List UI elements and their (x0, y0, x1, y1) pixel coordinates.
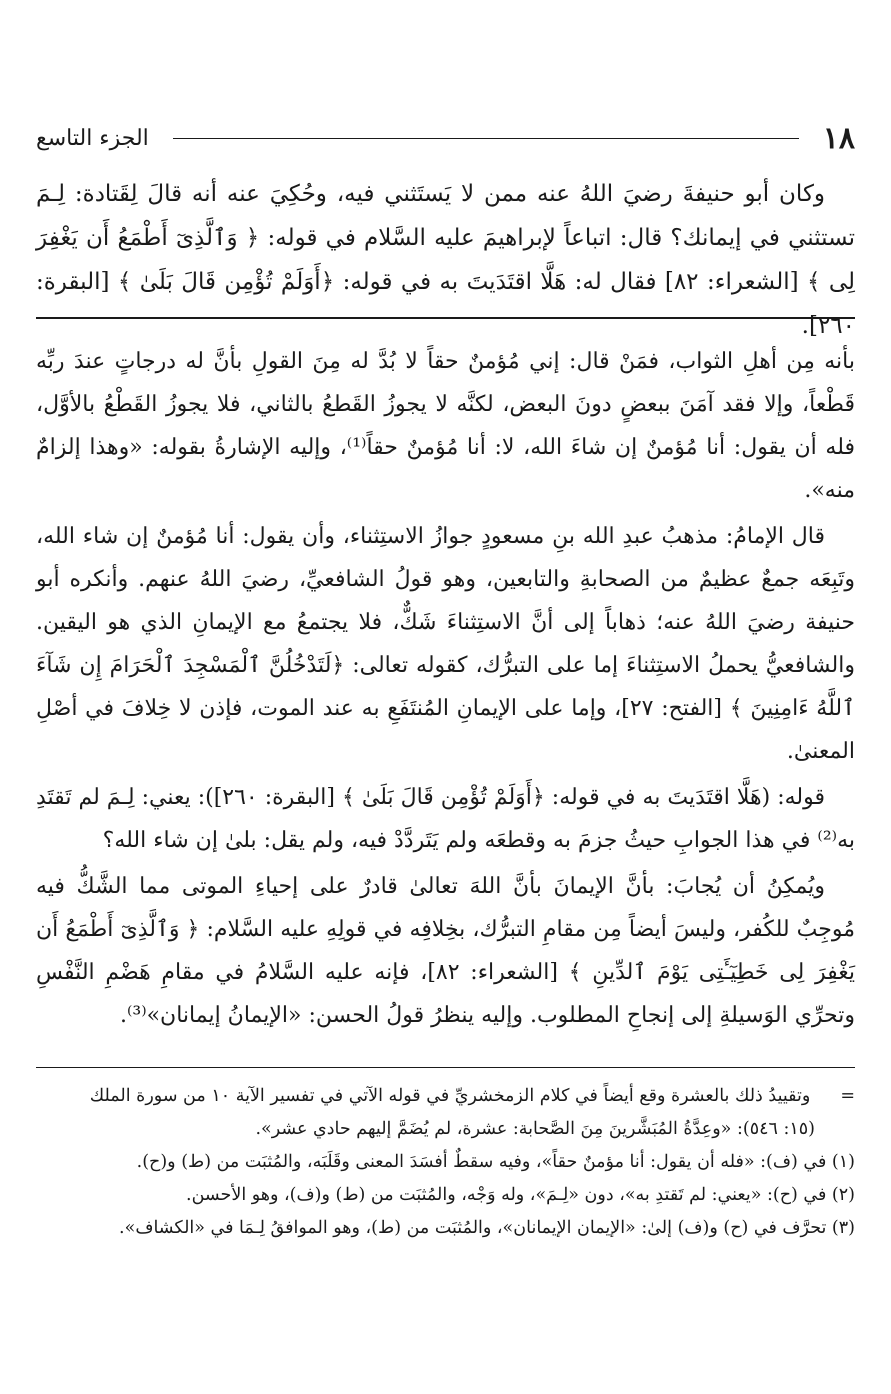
header-rule (173, 138, 799, 139)
footnote-separator (36, 1067, 855, 1068)
footnote-continuation-line: (١٥: ٥٤٦): «وعِدَّةُ المُبَشَّرينَ مِنَ الصَّحابة: عشرة، لم يُضَمَّ إليهم حادي عشر». (255, 1119, 815, 1139)
section-separator (36, 317, 855, 319)
page-header (36, 118, 855, 158)
commentary-text (36, 340, 855, 1040)
page-number: ١٨ (822, 120, 855, 156)
continuation-marker: = (840, 1086, 855, 1106)
main-text (36, 172, 855, 348)
commentary-paragraph: بأنه مِن أهلِ الثواب، فمَنْ قال: إني مُؤمنٌ حقاً لا بُدَّ له مِنَ القولِ بأنَّ له درجاتٍ عندَ ربِّه قَطْعاً، وإلا فقد آمَنَ ببعضٍ دونَ البعض، لكنَّه لا يجوزُ القَطعُ بالثاني، فلا يجوزُ القَطْعُ بالأوَّل، فله أن يقول: أنا مُؤمنٌ إن شاءَ الله، لا: أنا مُؤمنٌ حقاً⁽¹⁾، وإليه الإشارةُ بقوله: «وهذا إلزامٌ منه». (36, 349, 856, 503)
commentary-paragraph: ويُمكِنُ أن يُجابَ: بأنَّ الإيمانَ بأنَّ اللهَ تعالىٰ قادرٌ على إحياءِ الموتى مما الشَّكُّ فيه مُوجِبٌ للكُفر، وليسَ أيضاً مِن مقامِ التبرُّك، بخِلافِه في قولِهِ عليه السَّلام: ﴿ وَٱلَّذِىٓ أَطْمَعُ أَن يَغْفِرَ لِى خَطِيٓـَٔتِى يَوْمَ ٱلدِّينِ ﴾ [الشعراء: ٨٢]، فإنه عليه السَّلامُ في مقامِ هَضْمِ النَّفْسِ وتحرِّي الوَسيلةِ إلى إنجاحِ المطلوب. وإليه ينظرُ قولُ الحسن: «الإيمانُ إيمانان»⁽³⁾. (36, 874, 855, 1028)
running-title: الجزء التاسع (36, 125, 149, 151)
footnotes (36, 1080, 855, 1245)
footnote-1: (١) في (ف): «فله أن يقول: أنا مؤمنٌ حقاً»، وفيه سقطٌ أفسَدَ المعنى وقَلَبَه، والمُثبَت من (ط) و(ح). (136, 1152, 855, 1172)
footnote-3: (٣) تحرَّف في (ح) و(ف) إلىٰ: «الإيمان الإيمانان»، والمُثبَت من (ط)، وهو الموافقُ لِـمَا في «الكشاف». (119, 1218, 855, 1238)
footnote-continuation (36, 1080, 855, 1113)
main-text-paragraph: وكان أبو حنيفةَ رضيَ اللهُ عنه ممن لا يَستَثني فيه، وحُكِيَ عنه أنه قالَ لِقَتادة: لِـمَ تستثني في إيمانك؟ قال: اتباعاً لإبراهيمَ عليه السَّلام في قوله: ﴿ وَٱلَّذِىٓ أَطْمَعُ أَن يَغْفِرَ لِى ﴾ [الشعراء: ٨٢] فقال له: هَلَّا اقتَدَيتَ به في قوله: ﴿أَوَلَمْ تُؤْمِن قَالَ بَلَىٰ ﴾ [البقرة: ٢٦٠]. (36, 181, 856, 339)
footnote-continuation-line: وتقييدُ ذلك بالعشرة وقع أيضاً في كلام الزمخشريِّ في قوله الآتي في تفسير الآية ١٠ من سورة الملك (89, 1086, 811, 1106)
commentary-paragraph: قال الإمامُ: مذهبُ عبدِ الله بنِ مسعودٍ جوازُ الاستِثناء، وأن يقول: أنا مُؤمنٌ إن شاء الله، وتَبِعَه جمعٌ عظيمٌ من الصحابةِ والتابعين، وهو قولُ الشافعيِّ، رضيَ اللهُ عنهم. وأنكره أبو حنيفة رضيَ اللهُ عنه؛ ذهاباً إلى أنَّ الاستِثناءَ شَكٌّ، فلا يجتمعُ مع الإيمانِ الذي هو اليقين. والشافعيُّ يحملُ الاستِثناءَ إما على التبرُّك، كقوله تعالى: ﴿لَتَدْخُلُنَّ ٱلْمَسْجِدَ ٱلْحَرَامَ إِن شَآءَ ٱللَّهُ ءَامِنِينَ ﴾ [الفتح: ٢٧]، وإما على الإيمانِ المُنتَفَعِ به عند الموت، فإذن لا خِلافَ في أصْلِ المعنىٰ. (36, 524, 855, 764)
commentary-paragraph: قوله: (هَلَّا اقتَدَيتَ به في قوله: ﴿أَوَلَمْ تُؤْمِن قَالَ بَلَىٰ ﴾ [البقرة: ٢٦٠]): يعني: لِـمَ لم تَقتَدِ به⁽²⁾ في هذا الجوابِ حيثُ جزمَ به وقطعَه ولم يَتَردَّدْ فيه، ولم يقل: بلىٰ إن شاء الله؟ (36, 785, 855, 853)
footnote-2: (٢) في (ح): «يعني: لم تَقتدِ به»، دون «لِـمَ»، وله وَجْه، والمُثبَت من (ط) و(ف)، وهو الأحسن. (186, 1185, 855, 1205)
